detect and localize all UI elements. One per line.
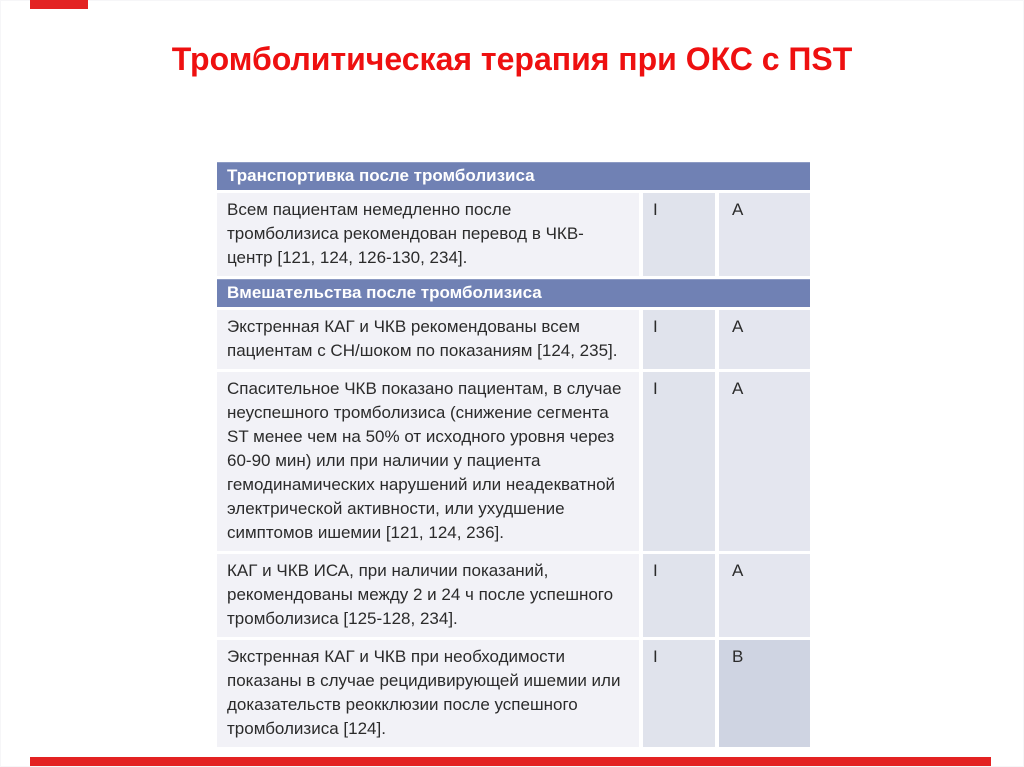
table-section-header-interventions: Вмешательства после тромболизиса — [217, 279, 810, 307]
recommendation-text-cell: Экстренная КАГ и ЧКВ рекомендованы всем пациентам с СН/шоком по показаниям [124, 235]. — [217, 310, 639, 369]
evidence-level-cell: A — [719, 554, 810, 637]
table-row — [217, 372, 810, 551]
top-accent-bar — [30, 0, 88, 9]
recommendation-text-cell: КАГ и ЧКВ ИСА, при наличии показаний, рекомендованы между 2 и 24 ч после успешного тромболизиса [125-128, 234]. — [217, 554, 639, 637]
table-row — [217, 640, 810, 747]
evidence-level-cell: A — [719, 310, 810, 369]
evidence-level-cell: A — [719, 193, 810, 276]
slide-title: Тромболитическая терапия при ОКС с ПST — [171, 41, 853, 77]
class-of-recommendation-cell: I — [643, 310, 715, 369]
table-row — [217, 554, 810, 637]
recommendation-text-cell: Спасительное ЧКВ показано пациентам, в случае неуспешного тромболизиса (снижение сегмента ST менее чем на 50% от исходного уровня через 60-90 мин) или при наличии у пациента гемодинамических нарушений или неадекватной электрической активности, или ухудшение симптомов ишемии [121, 124, 236]. — [217, 372, 639, 551]
class-of-recommendation-cell: I — [643, 193, 715, 276]
class-of-recommendation-cell: I — [643, 554, 715, 637]
bottom-accent-bar — [30, 757, 991, 766]
recommendations-table — [217, 162, 810, 747]
evidence-level-cell: A — [719, 372, 810, 551]
evidence-level-cell: B — [719, 640, 810, 747]
class-of-recommendation-cell: I — [643, 640, 715, 747]
class-of-recommendation-cell: I — [643, 372, 715, 551]
table-row — [217, 310, 810, 369]
recommendation-text-cell: Экстренная КАГ и ЧКВ при необходимости показаны в случае рецидивирующей ишемии или доказательств реокклюзии после успешного тромболизиса [124]. — [217, 640, 639, 747]
recommendation-text-cell: Всем пациентам немедленно после тромболизиса рекомендован перевод в ЧКВ-центр [121, 124, 126-130, 234]. — [217, 193, 639, 276]
table-row — [217, 193, 810, 276]
table-section-header-transport: Транспортивка после тромболизиса — [217, 162, 810, 190]
